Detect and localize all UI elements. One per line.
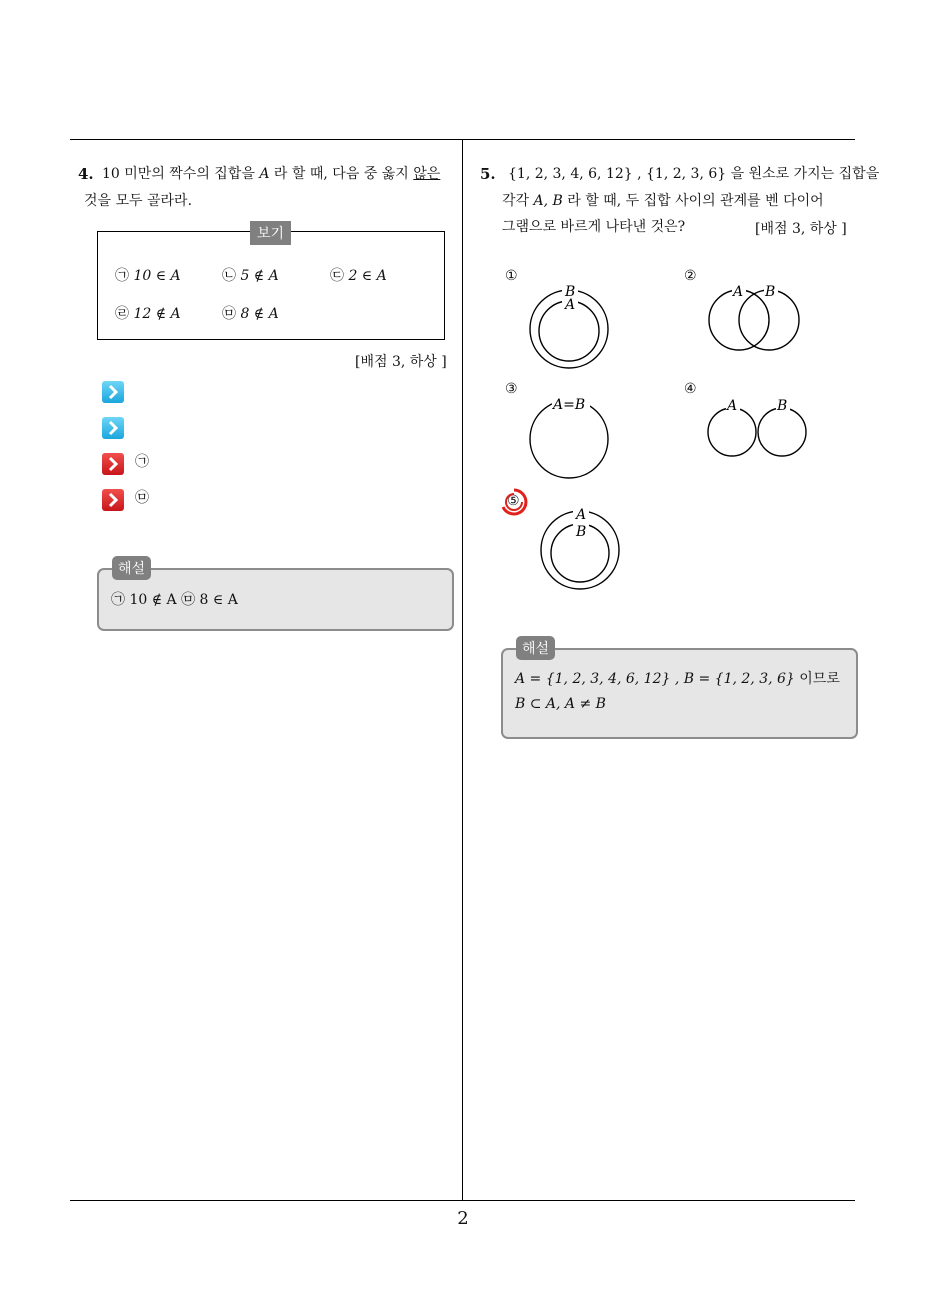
answer-text-3: ㉠: [135, 454, 149, 470]
q5-text-a: 을 원소로 가지는 집합을: [726, 166, 880, 182]
choice-expr: 10 ∈ A: [133, 268, 181, 284]
q5-explanation-title: 해설: [516, 636, 555, 660]
q5-question-line2: [502, 188, 824, 214]
q4-example-box-title: 보기: [250, 221, 291, 245]
q4-question-line2: 것을 모두 골라라.: [84, 193, 193, 209]
page-number: 2: [457, 1208, 469, 1229]
q5-text-c: 라 할 때, 두 집합 사이의 관계를 벤 다이어: [562, 193, 824, 209]
q5-set-expr: {1, 2, 3, 4, 6, 12} , {1, 2, 3, 6}: [508, 166, 727, 182]
q5-explanation-text: [515, 667, 840, 717]
q4-explanation-text: ㉠ 10 ∉ A ㉤ 8 ∈ A: [111, 592, 238, 608]
q5-option-3-label[interactable]: ③: [505, 381, 518, 397]
choice-expr: 8 ∉ A: [240, 306, 279, 322]
venn-label: B: [777, 398, 788, 414]
q4-choice-2: [222, 265, 279, 285]
answer-arrow-icon[interactable]: [102, 417, 124, 439]
q5-explanation-conj: 이므로: [794, 671, 840, 687]
venn-option-4[interactable]: [708, 398, 806, 456]
q5-option-5-label[interactable]: ⑤: [507, 493, 520, 509]
q5-explanation-sets: A = {1, 2, 3, 4, 6, 12} , B = {1, 2, 3, 6}: [515, 671, 795, 687]
q5-text-b: 각각: [502, 193, 534, 209]
choice-expr: 2 ∈ A: [348, 268, 387, 284]
venn-option-1[interactable]: [530, 284, 608, 368]
q4-choice-1: [115, 265, 181, 285]
venn-label: A: [576, 507, 587, 523]
choice-expr: 12 ∉ A: [133, 306, 181, 322]
choice-mark: ㉢: [330, 268, 344, 284]
q4-example-box: [97, 231, 445, 340]
q5-option-2-label[interactable]: ②: [684, 268, 697, 284]
venn-label: B: [576, 524, 587, 540]
answer-arrow-icon[interactable]: [102, 453, 124, 475]
venn-option-5[interactable]: [541, 506, 619, 589]
q5-option-4-label[interactable]: ④: [684, 381, 697, 397]
q4-text-b: 라 할 때, 다음 중 옳지: [269, 166, 409, 182]
q4-choice-5: [222, 303, 279, 323]
q4-score: [배점 3, 하상 ]: [355, 354, 447, 370]
q4-explanation-title: 해설: [112, 556, 151, 580]
q4-choice-4: [115, 303, 181, 323]
q4-question: [102, 161, 462, 187]
venn-label: B: [565, 284, 576, 300]
q5-explanation-relation: B ⊂ A, A ≠ B: [515, 696, 606, 712]
choice-mark: ㉠: [115, 268, 129, 284]
q5-question-line1: [508, 161, 879, 187]
venn-label: A: [733, 284, 744, 300]
q4-underlined-word: 않은: [413, 166, 441, 182]
q5-number: 5.: [480, 165, 496, 183]
venn-label: A: [565, 297, 576, 313]
q4-text-a: 10 미만의 짝수의 집합을: [102, 166, 260, 182]
choice-mark: ㉤: [222, 306, 236, 322]
q5-question-line3: 그램으로 바르게 나타낸 것은?: [502, 219, 686, 235]
q4-choice-3: [330, 265, 387, 285]
venn-diagrams: [480, 260, 880, 620]
choice-mark: ㉡: [222, 268, 236, 284]
q5-vars: A, B: [533, 193, 563, 209]
q5-score: [배점 3, 하상 ]: [755, 221, 847, 237]
venn-option-2[interactable]: [709, 284, 799, 350]
answer-arrow-icon[interactable]: [102, 489, 124, 511]
venn-label: A: [727, 398, 738, 414]
answer-arrow-icon[interactable]: [102, 381, 124, 403]
choice-mark: ㉣: [115, 306, 129, 322]
q5-option-1-label[interactable]: ①: [505, 268, 518, 284]
venn-option-3[interactable]: [530, 396, 608, 478]
q4-var-a: A: [259, 166, 270, 182]
q4-number: 4.: [78, 165, 94, 183]
venn-label: A=B: [553, 397, 586, 413]
choice-expr: 5 ∉ A: [240, 268, 279, 284]
answer-text-4: ㉤: [135, 490, 149, 506]
venn-label: B: [765, 284, 776, 300]
bottom-rule: [70, 1200, 855, 1201]
column-divider: [462, 140, 463, 1200]
